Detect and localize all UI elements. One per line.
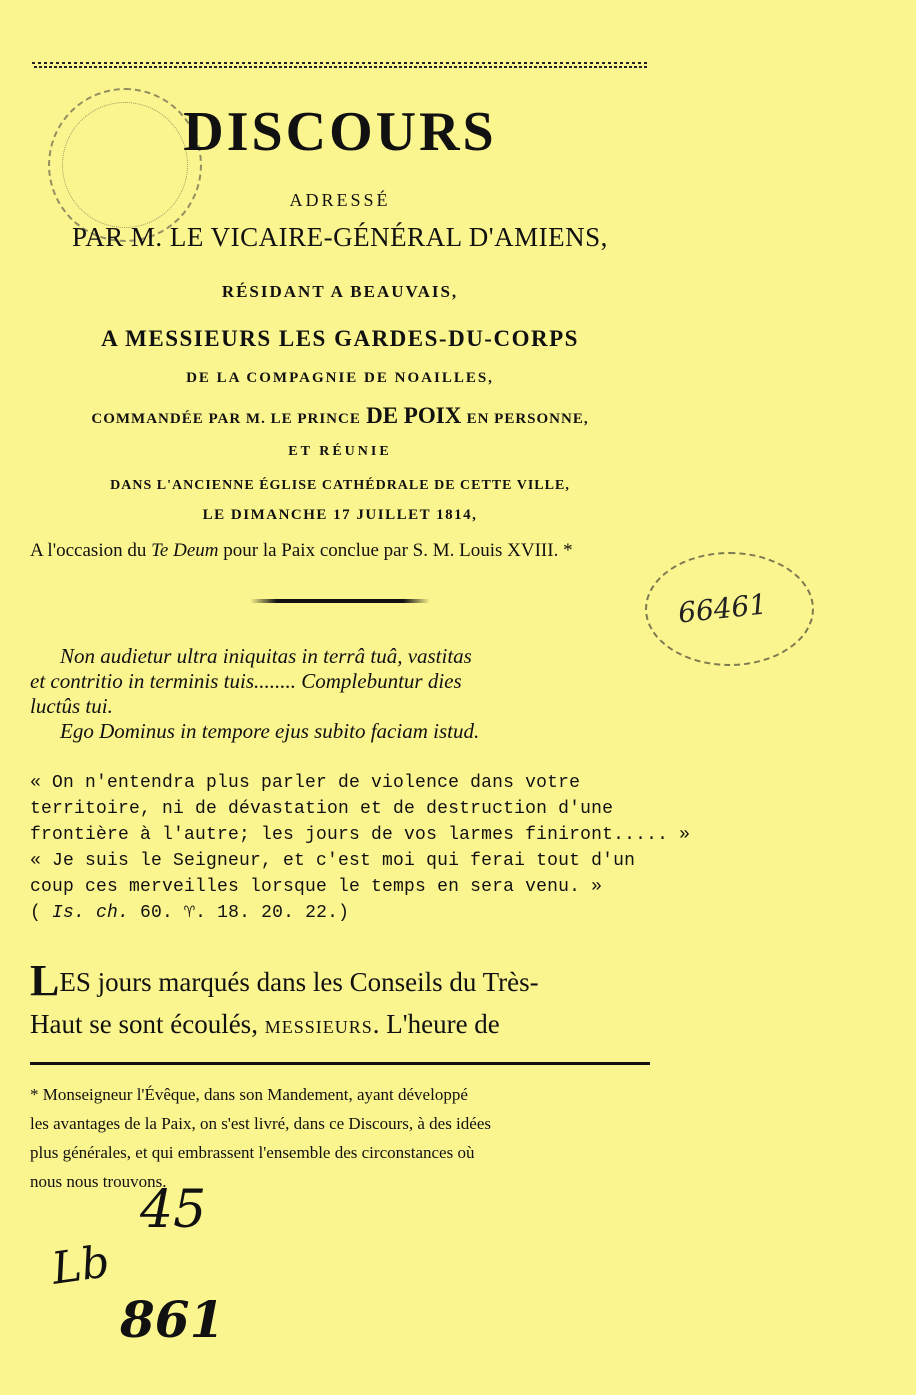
commandee-part2: EN PERSONNE, [466,411,589,427]
footnote-line: plus générales, et qui embrassent l'ensemble des circonstances où [30,1143,475,1162]
footnote-line: les avantages de la Paix, on s'est livré, dans ce Discours, à des idées [30,1114,491,1133]
subtitle-reunie: ET RÉUNIE [288,444,392,459]
body-line2-pre: Haut se sont écoulés, [30,1009,265,1039]
subtitle-date: LE DIMANCHE 17 JUILLET 1814, [202,507,478,523]
footnote-line: * Monseigneur l'Évêque, dans son Mandement, ayant développé [30,1085,468,1104]
translation-line: frontière à l'autre; les jours de vos larmes finiront..... » [30,825,691,845]
epigraph-line: et contritio in terminis tuis........ Complebuntur dies [30,669,462,693]
french-translation [30,770,691,926]
occasion-italic: Te Deum [151,540,219,561]
handwritten-shelfmark-45: 45 [140,1180,207,1240]
body-paragraph [30,956,650,1048]
commandee-part1: COMMANDÉE PAR M. LE PRINCE [91,411,361,427]
body-line [30,956,650,1005]
epigraph-line: Non audietur ultra iniquitas in terrâ tuâ, vastitas [60,644,472,668]
occasion-post: pour la Paix conclue par S. M. Louis XVIII. * [218,540,573,561]
translation-line: territoire, ni de dévastation et de destruction d'une [30,799,614,819]
epigraph-line: luctûs tui. [30,694,113,718]
ref-open: ( [30,903,53,923]
epigraph-line: Ego Dominus in tempore ejus subito faciam istud. [60,719,480,743]
body-line2-messieurs: MESSIEURS [264,1017,373,1037]
subtitle-occasion [30,540,573,562]
decorative-top-rule [32,62,648,70]
body-line2-post: . L'heure de [372,1009,500,1039]
subtitle-commandee [0,403,680,429]
catalog-stamp-number: 66461 [676,587,769,630]
footnote-rule [30,1062,650,1065]
footnote-line: nous nous trouvons. [30,1172,167,1191]
scripture-reference [30,900,650,926]
body-line [30,1003,650,1048]
body-line1-text: ES jours marqués dans les Conseils du Très- [59,967,539,997]
subtitle-messieurs: A MESSIEURS LES GARDES-DU-CORPS [101,326,579,351]
handwritten-shelfmark-lb: Lb [48,1236,113,1295]
subtitle-dans: DANS L'ANCIENNE ÉGLISE CATHÉDRALE DE CETTE VILLE, [110,478,570,493]
subtitle-vicaire: PAR M. LE VICAIRE-GÉNÉRAL D'AMIENS, [72,222,608,252]
latin-epigraph [30,644,650,744]
ref-verses: 60. ♈. 18. 20. 22.) [129,903,350,923]
footnote [30,1080,650,1196]
ref-book: Is. ch. [52,903,130,923]
drop-cap: L [30,956,60,1005]
document-title: DISCOURS [183,101,497,163]
subtitle-residant: RÉSIDANT A BEAUVAIS, [221,282,459,301]
section-divider [250,599,430,603]
translation-line: « Je suis le Seigneur, et c'est moi qui ferai tout d'un [30,851,636,871]
occasion-pre: A l'occasion du [30,540,152,561]
subtitle-compagnie: DE LA COMPAGNIE DE NOAILLES, [186,370,494,386]
commandee-name: DE POIX [366,403,462,428]
handwritten-shelfmark-861: 861 [120,1290,225,1349]
translation-line: « On n'entendra plus parler de violence dans votre [30,773,581,793]
subtitle-adresse: ADRESSÉ [289,190,391,210]
translation-line: coup ces merveilles lorsque le temps en sera venu. » [30,877,603,897]
